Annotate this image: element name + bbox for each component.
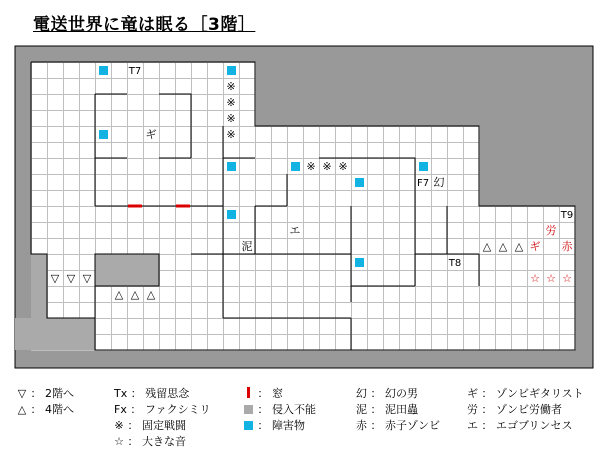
- marker-gi-red: ギ: [529, 240, 541, 253]
- marker-t9: T9: [560, 210, 574, 221]
- marker-tri-up-6: △: [514, 240, 524, 253]
- legend-residual-thought: Tx ： 残留思念: [114, 387, 190, 400]
- marker-maboroshi: 幻: [433, 176, 445, 189]
- marker-t7: T7: [128, 66, 142, 77]
- legend-stairs-down: ▽ ： 2階へ: [17, 387, 74, 400]
- marker-tri-down-3: ▽: [82, 272, 92, 285]
- inaccessible-block: [31, 254, 47, 318]
- obstacle-marker: [355, 258, 364, 267]
- legend-stairs-up: △ ： 4階へ: [17, 403, 74, 416]
- marker-kome-7: ※: [338, 160, 348, 173]
- legend-col4: [356, 387, 440, 433]
- legend-fixed-battle: ※ ： 固定戦闘: [114, 419, 186, 432]
- legend-col3: [243, 387, 316, 433]
- marker-tri-down-1: ▽: [50, 272, 60, 285]
- marker-e: エ: [289, 224, 301, 237]
- marker-gi: ギ: [145, 128, 157, 141]
- no-entry-swatch: [244, 405, 253, 414]
- window-marker: [128, 205, 142, 208]
- legend-loud-sound: ☆ ： 大きな音: [114, 435, 186, 448]
- legend-no-entry: ： 侵入不能: [243, 403, 316, 417]
- marker-star-2: ☆: [546, 272, 556, 285]
- legend-obstacle: ： 障害物: [243, 419, 316, 433]
- obstacle-marker: [227, 210, 236, 219]
- marker-tri-up-4: △: [482, 240, 492, 253]
- window-swatch: [247, 387, 250, 398]
- legend-facsimile: Fx ： ファクシミリ: [114, 403, 211, 416]
- obstacle-swatch: [244, 421, 253, 430]
- inaccessible-block: [95, 254, 159, 286]
- marker-kome-3: ※: [226, 112, 236, 125]
- marker-tri-up-5: △: [498, 240, 508, 253]
- obstacle-marker: [227, 66, 236, 75]
- marker-aka: 赤: [561, 240, 573, 253]
- marker-kome-4: ※: [226, 128, 236, 141]
- legend-zombie-worker: 労 ： ゾンビ労働者: [467, 403, 562, 416]
- legend-mud-bug: 泥 ： 泥田蟲: [356, 403, 418, 416]
- obstacle-marker: [99, 130, 108, 139]
- obstacle-marker: [99, 66, 108, 75]
- marker-tri-up-2: △: [130, 288, 140, 301]
- legend-zombie-guitarist: ギ ： ゾンビギタリスト: [467, 387, 584, 400]
- marker-star-1: ☆: [530, 272, 540, 285]
- page-title: 電送世界に竜は眠る［3階］: [33, 15, 256, 35]
- legend-col2: [114, 387, 211, 449]
- marker-kome-6: ※: [322, 160, 332, 173]
- marker-t8: T8: [448, 258, 462, 269]
- marker-tri-down-2: ▽: [66, 272, 76, 285]
- inaccessible-block: [15, 318, 95, 350]
- legend-baby-zombie: 赤 ： 赤子ゾンビ: [356, 419, 440, 432]
- legend-ego-princess: エ ： エゴブリンセス: [467, 419, 573, 432]
- marker-tri-up-3: △: [146, 288, 156, 301]
- marker-tri-up-1: △: [114, 288, 124, 301]
- legend-phantom-man: 幻 ： 幻の男: [356, 387, 418, 400]
- obstacle-marker: [355, 178, 364, 187]
- legend-window: ： 窓: [243, 387, 316, 401]
- obstacle-marker: [291, 162, 300, 171]
- marker-ro: 労: [545, 224, 557, 237]
- obstacle-marker: [227, 162, 236, 171]
- marker-star-3: ☆: [562, 272, 572, 285]
- marker-kome-2: ※: [226, 96, 236, 109]
- legend-col1: [17, 387, 74, 417]
- window-marker: [176, 205, 190, 208]
- marker-f7: F7: [416, 178, 430, 189]
- marker-doro: 泥: [241, 240, 253, 253]
- marker-kome-1: ※: [226, 80, 236, 93]
- marker-kome-5: ※: [306, 160, 316, 173]
- legend-col5: [467, 387, 584, 433]
- obstacle-marker: [419, 162, 428, 171]
